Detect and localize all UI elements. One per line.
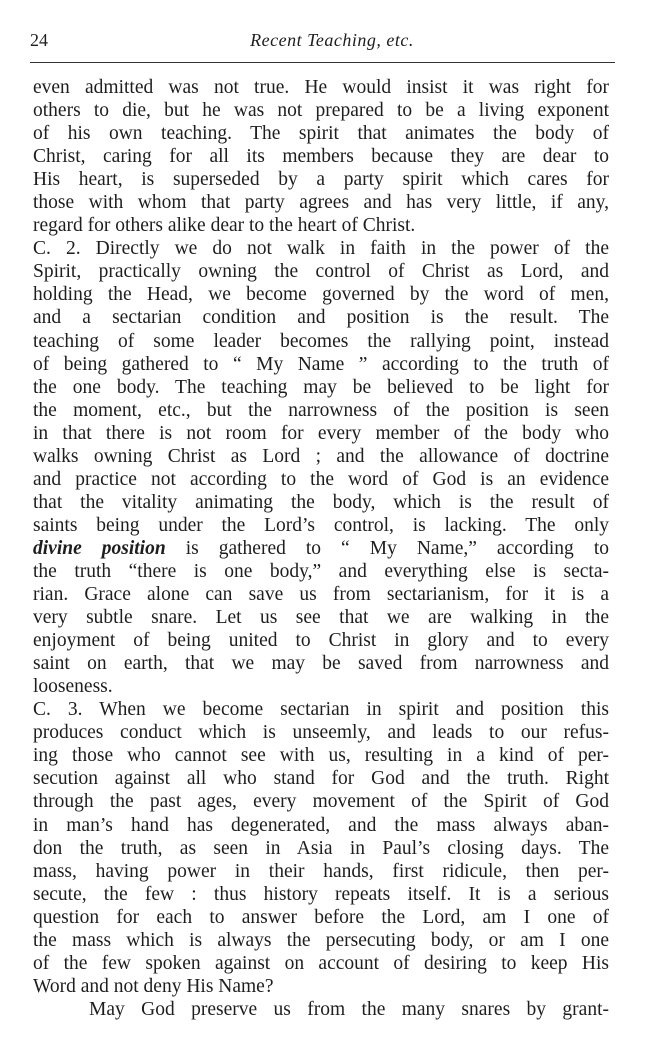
text-line	[33, 353, 609, 376]
text-line	[33, 767, 609, 790]
line-text: rian. Grace alone can save us from sectarianism, for it is a	[33, 584, 609, 606]
line-text: the truth “there is one body,” and everything else is secta-	[33, 560, 609, 582]
text-line	[33, 698, 609, 721]
text-line	[33, 883, 609, 906]
line-text: teaching of some leader becomes the rallying point, instead	[33, 330, 609, 352]
line-text: don the truth, as seen in Asia in Paul’s closing days. The	[33, 837, 609, 859]
text-line	[33, 929, 609, 952]
text-line	[33, 606, 609, 629]
text-line	[33, 99, 609, 122]
text-line	[33, 744, 609, 767]
line-text: question for each to answer before the Lord, am I one of	[33, 906, 609, 928]
line-text: is gathered to “ My Name,” according to	[165, 537, 609, 559]
text-line	[33, 399, 609, 422]
line-text: in that there is not room for every member of the body who	[33, 422, 609, 444]
text-line	[33, 468, 609, 491]
line-text: in man’s hand has degenerated, and the mass always aban-	[33, 814, 609, 836]
line-text: even admitted was not true. He would insist it was right for	[33, 77, 609, 98]
line-text: those with whom that party agrees and has very little, if any,	[33, 192, 609, 214]
line-text: of being gathered to “ My Name ” according to the truth of	[33, 353, 609, 375]
text-line	[33, 952, 609, 975]
text-line	[33, 652, 609, 675]
line-text: of the few spoken against on account of desiring to keep His	[33, 952, 609, 974]
text-line	[33, 260, 609, 283]
line-text: produces conduct which is unseemly, and leads to our refus-	[33, 722, 609, 744]
line-text: the one body. The teaching may be believed to be light for	[33, 376, 609, 398]
line-text: others to die, but he was not prepared to be a living exponent	[33, 100, 609, 122]
text-line	[33, 998, 609, 1021]
text-line	[33, 237, 609, 260]
text-line	[33, 122, 609, 145]
line-text: the moment, etc., but the narrowness of the position is seen	[33, 399, 609, 421]
line-text: Spirit, practically owning the control of Christ as Lord, and	[33, 261, 609, 283]
text-line	[33, 975, 609, 998]
text-line	[33, 283, 609, 306]
text-line	[33, 790, 609, 813]
line-text: looseness.	[33, 676, 113, 698]
line-text: secution against all who stand for God and the truth. Right	[33, 768, 609, 790]
text-line	[33, 76, 609, 99]
text-line	[33, 491, 609, 514]
text-line	[33, 168, 609, 191]
text-line	[33, 860, 609, 883]
text-line	[33, 583, 609, 606]
line-text: May God preserve us from the many snares by grant-	[89, 998, 609, 1020]
text-line	[33, 814, 609, 837]
text-line	[33, 145, 609, 168]
running-title: Recent Teaching, etc.	[250, 30, 414, 50]
text-line	[33, 721, 609, 744]
page-number: 24	[30, 30, 48, 50]
line-text: holding the Head, we become governed by the word of men,	[33, 284, 609, 306]
text-line	[33, 306, 609, 329]
line-text: Word and not deny His Name?	[33, 975, 274, 997]
text-line	[33, 445, 609, 468]
line-text: saint on earth, that we may be saved from narrowness and	[33, 653, 609, 675]
text-line	[33, 560, 609, 583]
text-line	[33, 629, 609, 652]
text-line	[33, 514, 609, 537]
emphasized-phrase: divine position	[33, 537, 166, 559]
line-text: saints being under the Lord’s control, is lacking. The only	[33, 514, 609, 536]
line-text: and practice not according to the word of God is an evidence	[33, 468, 609, 490]
text-line	[33, 191, 609, 214]
text-line	[33, 537, 609, 560]
header-rule	[30, 62, 615, 63]
text-line	[33, 376, 609, 399]
line-text: and a sectarian condition and position is the result. The	[33, 307, 609, 329]
line-text: enjoyment of being united to Christ in glory and to every	[33, 630, 609, 652]
line-text: of his own teaching. The spirit that animates the body of	[33, 123, 609, 145]
line-text: His heart, is superseded by a party spirit which cares for	[33, 169, 609, 191]
line-text: mass, having power in their hands, first ridicule, then per-	[33, 860, 609, 882]
body-text	[33, 76, 609, 1021]
line-text: very subtle snare. Let us see that we are walking in the	[33, 607, 609, 629]
text-line	[33, 675, 609, 698]
text-line	[33, 837, 609, 860]
line-text: ing those who cannot see with us, resulting in a kind of per-	[33, 745, 609, 767]
text-line	[33, 330, 609, 353]
line-text: Christ, caring for all its members because they are dear to	[33, 146, 609, 168]
line-text: regard for others alike dear to the heart of Christ.	[33, 215, 416, 237]
line-text: through the past ages, every movement of the Spirit of God	[33, 791, 609, 813]
line-text: C. 2. Directly we do not walk in faith in the power of the	[33, 238, 609, 260]
text-line	[33, 422, 609, 445]
line-text: the mass which is always the persecuting body, or am I one	[33, 929, 609, 951]
text-line	[33, 214, 609, 237]
line-text: C. 3. When we become sectarian in spirit and position this	[33, 699, 609, 721]
text-line	[33, 906, 609, 929]
line-text: walks owning Christ as Lord ; and the allowance of doctrine	[33, 445, 609, 467]
line-text: that the vitality animating the body, which is the result of	[33, 491, 609, 513]
line-text: secute, the few : thus history repeats itself. It is a serious	[33, 883, 609, 905]
